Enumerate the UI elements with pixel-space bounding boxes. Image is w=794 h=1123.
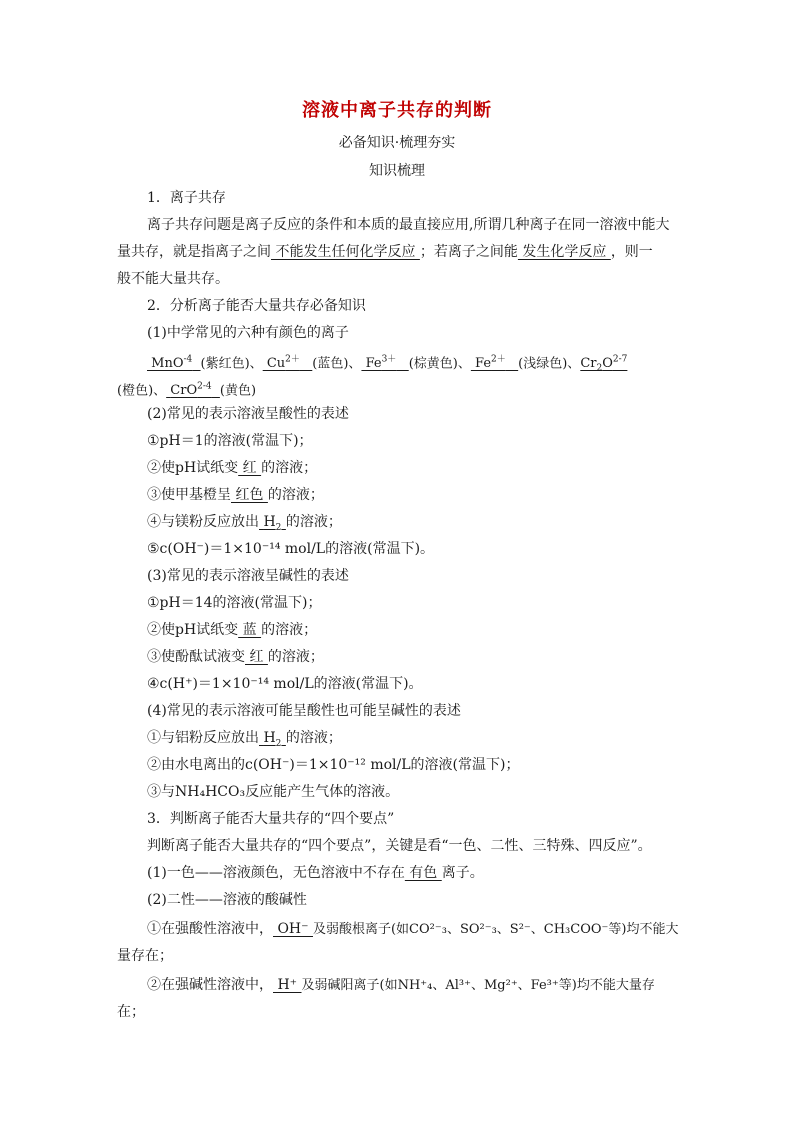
paragraph-line: 判断离子能否大量共存的“四个要点”，关键是看“一色、二性、三特殊、四反应”。 (147, 838, 652, 854)
ion-blank: CrO$^{2-4}$ (170, 382, 212, 399)
paragraph-line: 在； (117, 1004, 145, 1020)
answer-blank: 蓝 (238, 622, 262, 638)
paragraph-line: 般不能大量共存。 (117, 271, 229, 287)
list-item: ②使pH试纸变 红 的溶液； (147, 460, 318, 476)
list-item: ③使甲基橙呈 红色 的溶液； (147, 487, 324, 503)
paragraph-line: 量存在； (117, 948, 173, 964)
list-item: ②在强碱性溶液中， H⁺ 及弱碱阳离子(如NH⁺₄、Al³⁺、Mg²⁺、Fe³⁺等)均不能大量存 (147, 977, 655, 993)
paragraph-line (117, 242, 653, 262)
ion-blank: $Fe^{2+}$ (470, 355, 506, 372)
list-item: ③与NH₄HCO₃反应能产生气体的溶液。 (147, 784, 400, 800)
list-item: ①pH＝14的溶液(常温下)； (147, 595, 322, 611)
list-item: ①pH＝1的溶液(常温下)； (147, 433, 313, 449)
ion-blank: $Cu^{2+}$ (262, 355, 300, 372)
ion-blank: MnO$^{-4}$ (147, 355, 193, 372)
answer-blank: OH⁻ (273, 921, 313, 937)
answer-blank: 发生化学反应 (517, 244, 611, 260)
answer-blank: 红色 (231, 487, 268, 503)
list-item: ④与镁粉反应放出 $H_2$ 的溶液； (147, 514, 342, 533)
answer-blank: H⁺ (273, 977, 302, 993)
answer-blank: $H_2$ (263, 514, 282, 533)
subheading: (2)常见的表示溶液呈酸性的表述 (147, 406, 349, 422)
ion-blank: $Cr_2O^{2-7}$ (580, 355, 628, 374)
list-item: ③使酚酞试液变 红 的溶液； (147, 649, 324, 665)
subheading: (4)常见的表示溶液可能呈酸性也可能呈碱性的表述 (147, 703, 461, 719)
list-item: ⑤c(OH⁻)＝1×10⁻¹⁴ mol/L的溶液(常温下)。 (147, 541, 435, 557)
list-item: ②由水电离出的c(OH⁻)＝1×10⁻¹² mol/L的溶液(常温下)； (147, 757, 520, 773)
color-label: (黄色) (219, 383, 257, 399)
subheading: (3)常见的表示溶液呈碱性的表述 (147, 568, 349, 584)
ion-blank: $Fe^{3+}$ (361, 355, 397, 372)
list-item: ④c(H⁺)＝1×10⁻¹⁴ mol/L的溶液(常温下)。 (147, 676, 423, 692)
section-sublabel: 知识梳理 (369, 163, 425, 179)
subheading: (1)中学常见的六种有颜色的离子 (147, 325, 349, 341)
subheading: (2)二性——溶液的酸碱性 (147, 892, 307, 908)
section-label: 必备知识·梳理夯实 (338, 135, 456, 151)
color-label: (蓝色)、 (312, 356, 362, 372)
color-label: (棕黄色)、 (408, 356, 471, 372)
color-label: (浅绿色)、 (518, 356, 581, 372)
paragraph-line: 离子共存问题是离子反应的条件和本质的最直接应用,所谓几种离子在同一溶液中能大 (147, 217, 670, 233)
list-item: ①在强酸性溶液中， OH⁻ 及弱酸根离子(如CO²⁻₃、SO²⁻₃、S²⁻、CH₃COO⁻等)均不能大 (147, 921, 679, 937)
text: ；若离子之间能 (419, 244, 518, 260)
heading-required-knowledge: 2．分析离子能否大量共存必备知识 (147, 298, 366, 314)
answer-blank: 红 (238, 460, 262, 476)
colored-ions-line (117, 377, 256, 401)
color-label: (橙色)、 (117, 383, 167, 399)
answer-blank: 红 (245, 649, 268, 665)
colored-ions-line (147, 350, 627, 379)
heading-four-points: 3．判断离子能否大量共存的“四个要点” (147, 811, 395, 827)
text: ，则一 (610, 244, 653, 260)
list-item: (1)一色——溶液颜色，无色溶液中不存在 有色 离子。 (147, 865, 484, 881)
text: 量共存，就是指离子之间 (117, 244, 271, 260)
list-item: ①与铝粉反应放出 $H_2$ 的溶液； (147, 730, 342, 749)
heading-ion-coexistence: 1．离子共存 (147, 190, 226, 206)
page-title: 溶液中离子共存的判断 (302, 100, 492, 121)
answer-blank: 不能发生任何化学反应 (271, 244, 420, 260)
answer-blank: 有色 (404, 865, 442, 881)
answer-blank: $H_2$ (263, 730, 282, 749)
color-label: (紫红色)、 (200, 356, 263, 372)
list-item: ②使pH试纸变 蓝 的溶液； (147, 622, 318, 638)
